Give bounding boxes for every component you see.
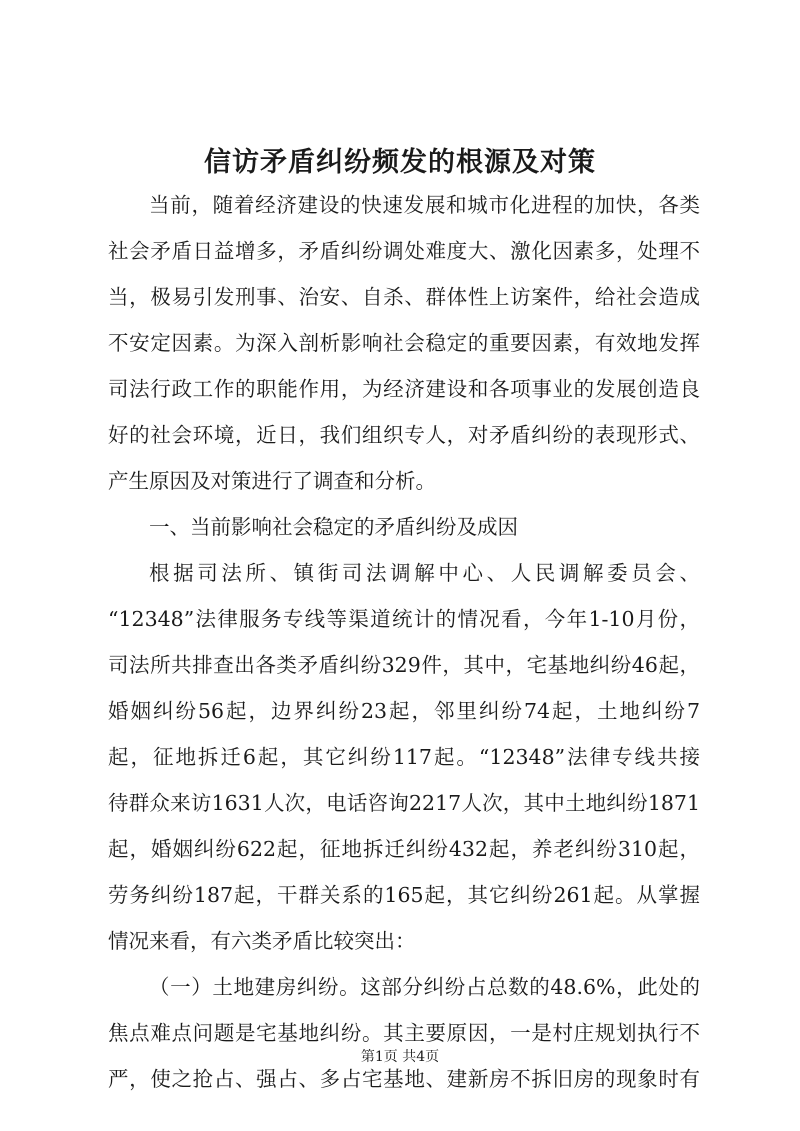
- paragraph-line: 产生原因及对策进行了调查和分析。: [108, 469, 436, 493]
- paragraph-line: 当前，随着经济建设的快速发展和城市化进程的加快，各类: [149, 193, 700, 217]
- section-heading: 一、当前影响社会稳定的矛盾纠纷及成因: [149, 515, 518, 539]
- paragraph-line: 司法所共排查出各类矛盾纠纷329件，其中，宅基地纠纷46起，: [108, 653, 700, 677]
- paragraph-line: 根据司法所、镇街司法调解中心、人民调解委员会、: [149, 561, 700, 585]
- paragraph-line: 好的社会环境，近日，我们组织专人，对矛盾纠纷的表现形式、: [108, 423, 700, 447]
- paragraph-line: 劳务纠纷187起，干群关系的165起，其它纠纷261起。从掌握: [108, 883, 700, 907]
- paragraph-line: 待群众来访1631人次，电话咨询2217人次，其中土地纠纷1871: [108, 791, 700, 815]
- document-body: [108, 182, 700, 1102]
- paragraph-line: 当，极易引发刑事、治安、自杀、群体性上访案件，给社会造成: [108, 285, 700, 309]
- paragraph-line: “12348”法律服务专线等渠道统计的情况看，今年1-10月份，: [108, 607, 700, 631]
- paragraph-line: 司法行政工作的职能作用，为经济建设和各项事业的发展创造良: [108, 377, 700, 401]
- paragraph-line: 婚姻纠纷56起，边界纠纷23起，邻里纠纷74起，土地纠纷7: [108, 699, 700, 723]
- paragraph-line: 不安定因素。为深入剖析影响社会稳定的重要因素，有效地发挥: [108, 331, 700, 355]
- paragraph-line: （一）土地建房纠纷。这部分纠纷占总数的48.6%，此处的: [149, 975, 700, 999]
- paragraph-line: 起，婚姻纠纷622起，征地拆迁纠纷432起，养老纠纷310起，: [108, 837, 700, 861]
- paragraph-line: 情况来看，有六类矛盾比较突出：: [108, 929, 416, 953]
- paragraph-line: 起，征地拆迁6起，其它纠纷117起。“12348”法律专线共接: [108, 745, 700, 769]
- paragraph-line: 社会矛盾日益增多，矛盾纠纷调处难度大、激化因素多，处理不: [108, 239, 700, 263]
- document-title: 信访矛盾纠纷频发的根源及对策: [204, 147, 596, 178]
- page-footer: 第1页 共4页: [360, 1049, 440, 1065]
- paragraph-line: 焦点难点问题是宅基地纠纷。其主要原因，一是村庄规划执行不: [108, 1021, 700, 1045]
- paragraph-line: 严，使之抢占、强占、多占宅基地、建新房不拆旧房的现象时有: [108, 1067, 700, 1091]
